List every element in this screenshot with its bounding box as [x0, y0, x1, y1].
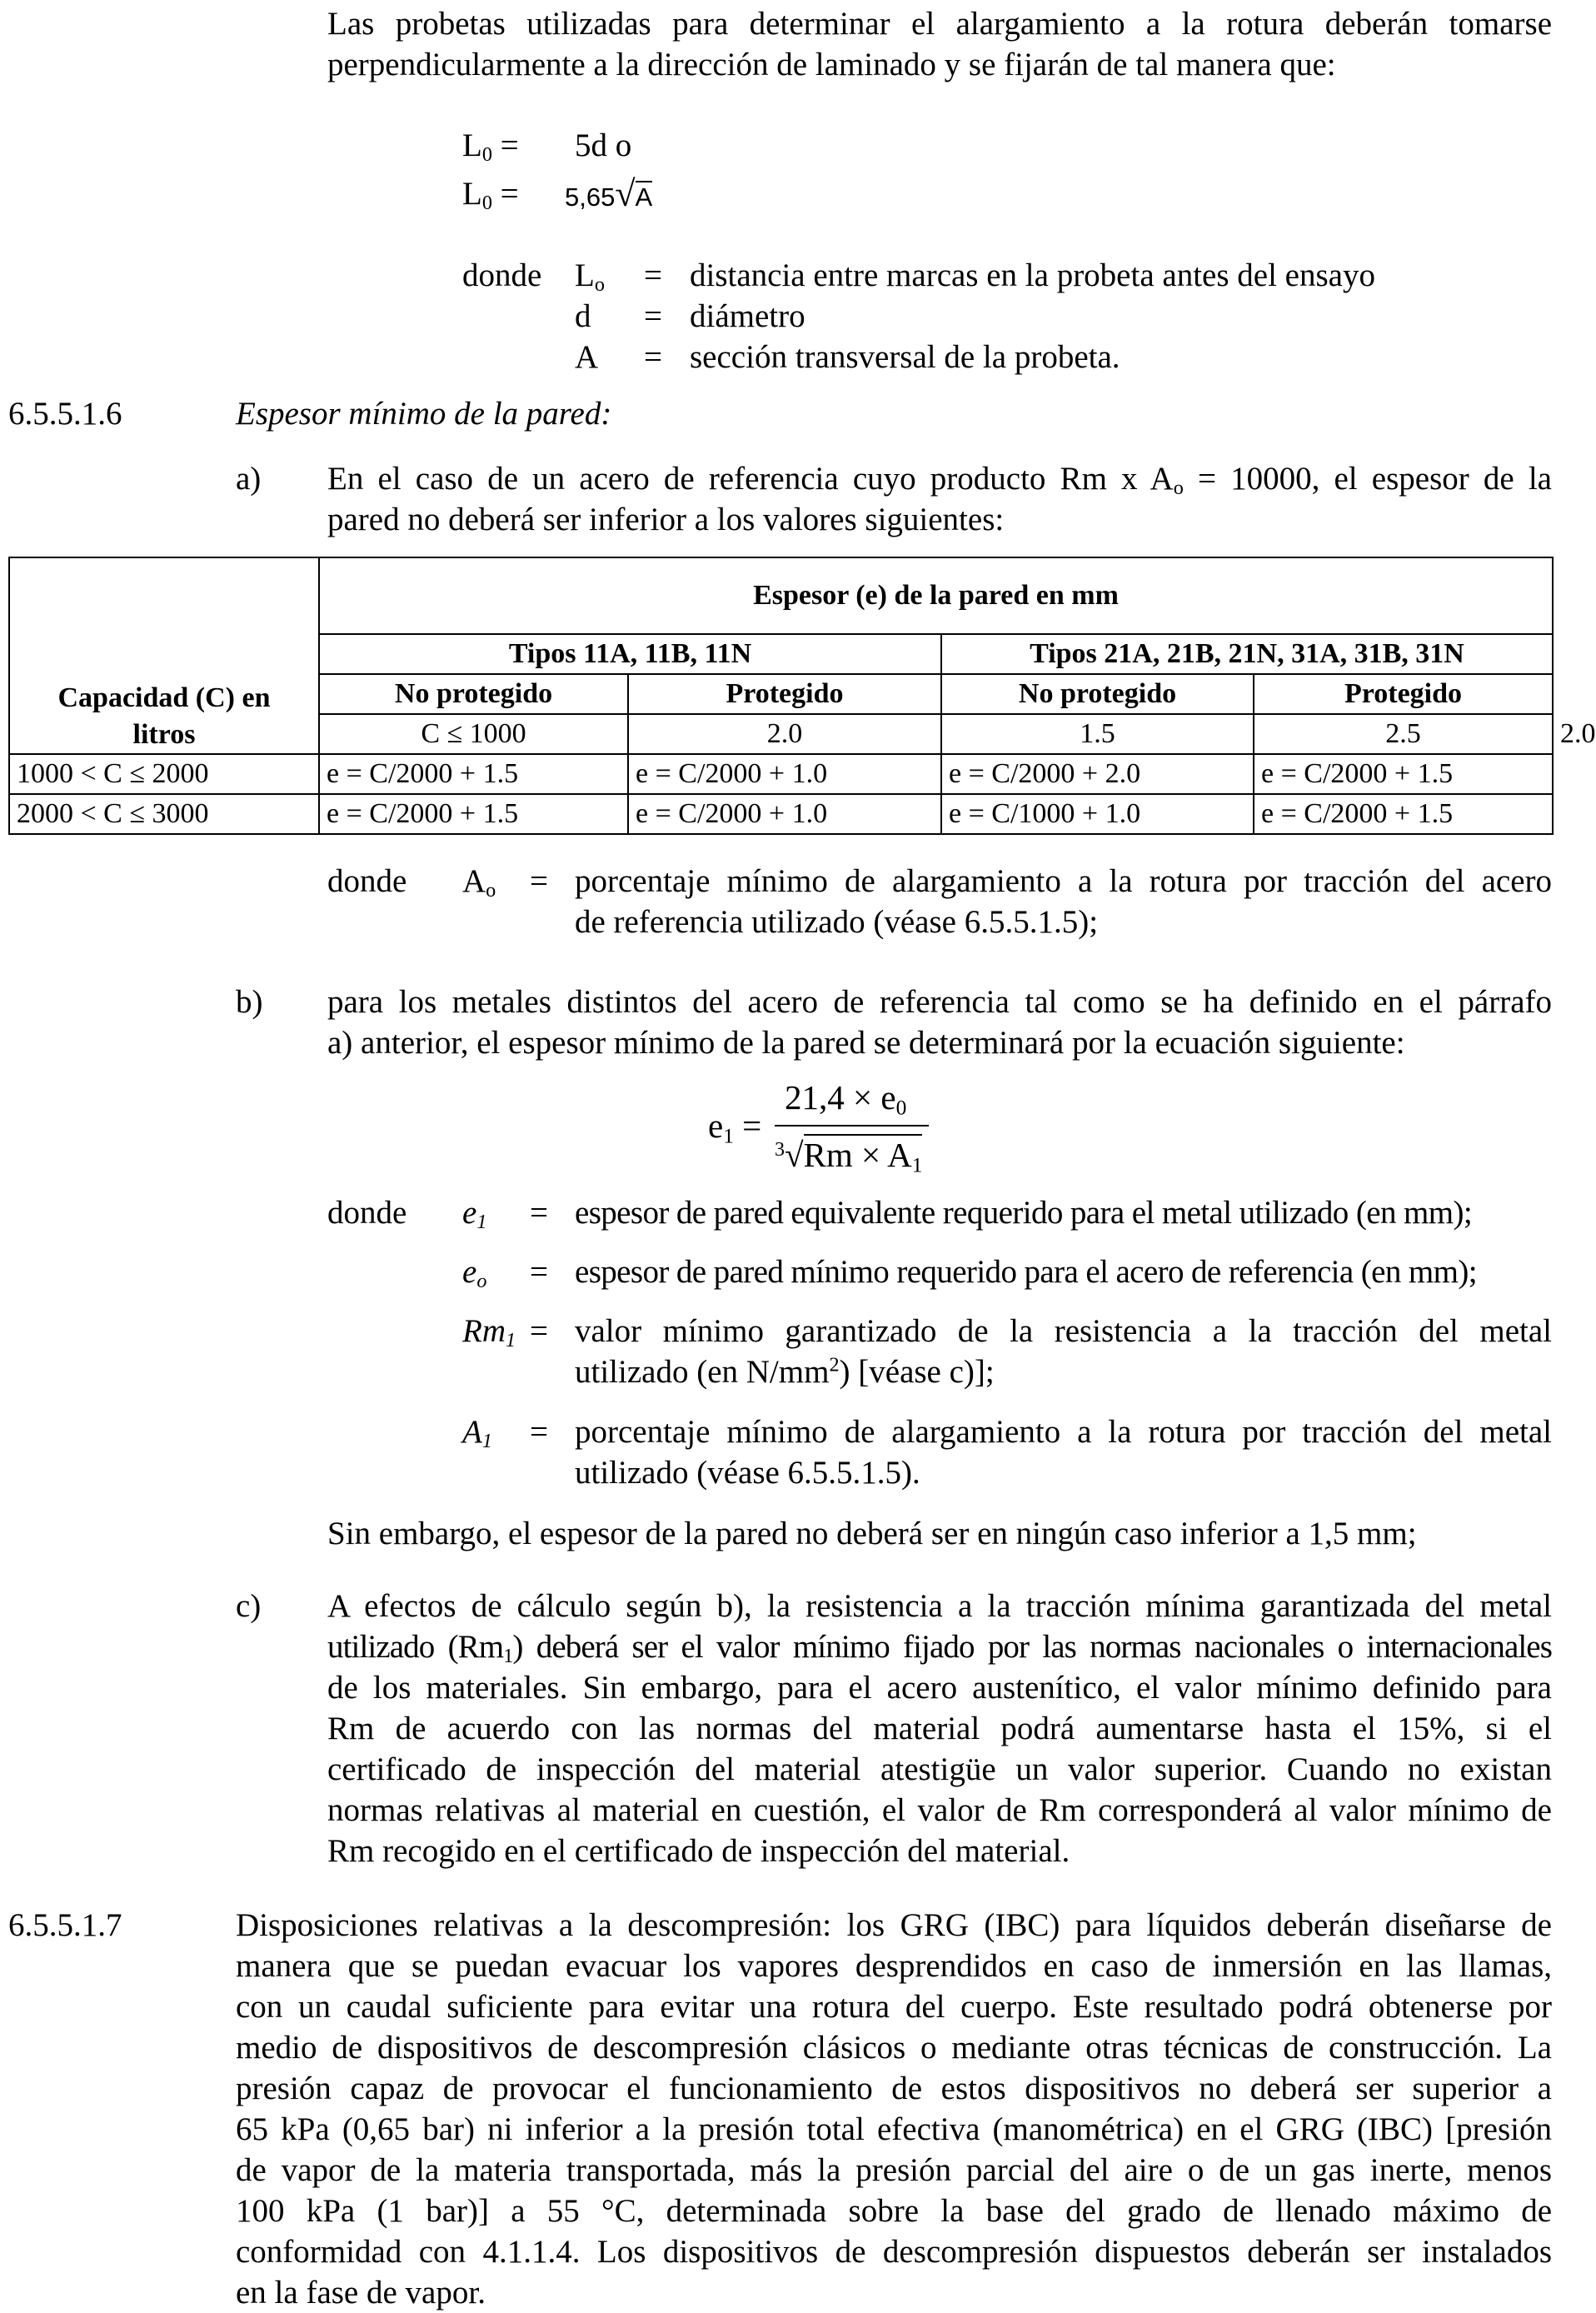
where3-sym-3: $A_1$	[462, 1414, 492, 1453]
sec617-line: de vapor de la materia transportada, más la presión parcial del aire o de un gas inerte, menos	[236, 2152, 1552, 2188]
table-row	[9, 794, 1553, 834]
sub-header: Protegido	[628, 674, 941, 714]
section-number-6-5-5-1-7: 6.5.5.1.7	[8, 1907, 122, 1943]
formula-e1-lhs: $e_1$ =	[708, 1107, 762, 1148]
table-cell: e = C/2000 + 1.5	[319, 754, 628, 794]
sec617-line: Disposiciones relativas a la descompresión: los GRG (IBC) para líquidos deberán diseñarse de	[236, 1907, 1552, 1943]
item-c-label: c)	[236, 1588, 262, 1624]
where3-eq-2: =	[530, 1313, 548, 1349]
sec617-line: presión capaz de provocar el funcionamiento de estos dispositivos no deberá ser superior a	[236, 2071, 1552, 2106]
formula-e1-denominator: $^3√Rm \times A_1$	[775, 1136, 923, 1177]
item-b-label: b)	[236, 984, 263, 1020]
section-title-6-5-5-1-6: Espesor mínimo de la pared:	[236, 396, 612, 432]
where3-eq-1: =	[530, 1254, 548, 1290]
item-c-line-2: utilizado $(Rm_1)$ deberá ser el valor mínimo fijado por las normas nacionales o internacionales	[327, 1629, 1552, 1668]
group-header-2: Tipos 21A, 21B, 21N, 31A, 31B, 31N	[941, 634, 1553, 674]
where3-eq-0: =	[530, 1195, 548, 1231]
where1-eq-1: =	[644, 298, 662, 334]
item-a-line-1: En el caso de un acero de referencia cuyo producto Rm x $A_o = 10000$, el espesor de la	[327, 461, 1552, 500]
wall-thickness-table	[8, 557, 1596, 835]
where1-eq-0: =	[644, 257, 662, 293]
fraction-bar	[775, 1125, 929, 1127]
table-row	[9, 754, 1553, 794]
where1-def-2: sección transversal de la probeta.	[690, 339, 1120, 375]
where2-eq: =	[530, 863, 548, 899]
item-a-line-2: pared no deberá ser inferior a los valores siguientes:	[327, 502, 1005, 537]
sqrt-icon: √	[615, 173, 636, 214]
table-cell: e = C/2000 + 2.0	[941, 754, 1254, 794]
sec617-line: 100 kPa (1 bar)] a 55 °C, determinada sobre la base del grado de llenado máximo de	[236, 2193, 1552, 2229]
where3-sym-0: $e_1$	[462, 1195, 487, 1234]
item-c-line-5: certificado de inspección del material atestigüe un valor superior. Cuando no existan	[327, 1751, 1552, 1787]
where1-sym-1: d	[575, 298, 591, 334]
where3-sym-2: $Rm_1$	[462, 1313, 516, 1352]
group-header-1: Tipos 11A, 11B, 11N	[319, 634, 941, 674]
formula-l0-line-2: $L_0$ =	[462, 176, 519, 215]
where-word-2: donde	[327, 863, 407, 899]
table-cell: e = C/2000 + 1.5	[1254, 754, 1553, 794]
sec617-line: con un caudal suficiente para evitar una rotura del cuerpo. Este resultado podrá obtenerse por	[236, 1989, 1552, 2025]
capacity-cell: 1000 < C ≤ 2000	[9, 754, 319, 794]
capacity-header: Capacidad (C) en litros	[9, 557, 319, 754]
where3-def-0: espesor de pared equivalente requerido para el metal utilizado (en mm);	[575, 1195, 1473, 1231]
where2-def-2: de referencia utilizado (véase 6.5.5.1.5);	[575, 904, 1099, 940]
where3-def-3-line-2: utilizado (véase 6.5.5.1.5).	[575, 1455, 920, 1491]
where-word-1: donde	[462, 257, 542, 293]
table-cell: e = C/2000 + 1.0	[628, 794, 941, 834]
sec617-line: medio de dispositivos de descompresión clásicos o mediante otras técnicas de construcción. La	[236, 2030, 1552, 2066]
sec617-line: 65 kPa (0,65 bar) ni inferior a la presión total efectiva (manométrica) en el GRG (IBC) [presión	[236, 2111, 1552, 2147]
formula-l0-line-1: $L_0$ =	[462, 127, 519, 167]
formula-l0-sqrt	[565, 173, 652, 217]
item-b-line-1: para los metales distintos del acero de referencia tal como se ha definido en el párrafo	[327, 984, 1552, 1020]
where1-def-1: diámetro	[690, 298, 805, 334]
where3-def-1: espesor de pared mínimo requerido para el acero de referencia (en mm);	[575, 1254, 1478, 1290]
coefficient: 5,65	[565, 182, 616, 212]
sec617-line: manera que se puedan evacuar los vapores desprendidos en caso de inmersión en las llamas,	[236, 1948, 1552, 1984]
item-c-line-4: Rm de acuerdo con las normas del material podrá aumentarse hasta el 15%, si el	[327, 1711, 1552, 1746]
where1-def-0: distancia entre marcas en la probeta antes del ensayo	[690, 257, 1375, 293]
where-word-3: donde	[327, 1195, 407, 1231]
thickness-header: Espesor (e) de la pared en mm	[319, 557, 1553, 634]
intro-line-1: Las probetas utilizadas para determinar el alargamiento a la rotura deberán tomarse	[327, 6, 1552, 42]
table-cell: e = C/2000 + 1.0	[628, 754, 941, 794]
where1-sym-0: $L_o$	[575, 257, 605, 297]
formula-l0-value-1: 5d o	[575, 127, 632, 163]
where3-eq-3: =	[530, 1414, 548, 1450]
where1-eq-2: =	[644, 339, 662, 375]
minimum-thickness-note: Sin embargo, el espesor de la pared no deberá ser en ningún caso inferior a 1,5 mm;	[327, 1516, 1417, 1551]
formula-e1-numerator: $21,4 \times e_0$	[785, 1078, 907, 1120]
table-cell: 2.5	[1254, 714, 1553, 754]
where3-sym-1: $e_o$	[462, 1254, 487, 1293]
where1-sym-2: A	[575, 339, 599, 375]
table-row: C ≤ 1000 2.0 1.5 2.5 2.0	[9, 714, 1553, 754]
where3-def-2-line-1: valor mínimo garantizado de la resistencia a la tracción del metal	[575, 1313, 1552, 1349]
capacity-cell: 2000 < C ≤ 3000	[9, 794, 319, 834]
sec617-line: en la fase de vapor.	[236, 2275, 486, 2311]
where2-def-1: porcentaje mínimo de alargamiento a la rotura por tracción del acero	[575, 863, 1552, 899]
table-cell: e = C/1000 + 1.0	[941, 794, 1254, 834]
capacity-cell: C ≤ 1000	[319, 714, 628, 754]
sub-header: No protegido	[319, 674, 628, 714]
where2-sym: $A_o$	[462, 863, 496, 902]
intro-line-2: perpendicularmente a la dirección de laminado y se fijarán de tal manera que:	[327, 47, 1336, 82]
item-c-line-1: A efectos de cálculo según b), la resistencia a la tracción mínima garantizada del metal	[327, 1588, 1552, 1624]
where3-def-2-line-2: utilizado (en $N/mm^2$) [véase c)];	[575, 1353, 995, 1390]
item-a-label: a)	[236, 461, 262, 497]
table-cell: e = C/2000 + 1.5	[1254, 794, 1553, 834]
cube-root-icon: √	[785, 1136, 804, 1174]
where3-def-3-line-1: porcentaje mínimo de alargamiento a la rotura por tracción del metal	[575, 1414, 1552, 1450]
item-b-line-2: a) anterior, el espesor mínimo de la pared se determinará por la ecuación siguiente:	[327, 1025, 1405, 1061]
section-number-6-5-5-1-6: 6.5.5.1.6	[8, 396, 122, 432]
sub-header: Protegido	[1254, 674, 1553, 714]
table-cell: 2.0	[628, 714, 941, 754]
sec617-line: conformidad con 4.1.1.4. Los dispositivos de descompresión dispuestos deberán ser instalados	[236, 2234, 1552, 2270]
item-c-line-6: normas relativas al material en cuestión, el valor de Rm corresponderá al valor mínimo de	[327, 1792, 1552, 1828]
radicand: A	[635, 182, 653, 212]
item-c-line-7: Rm recogido en el certificado de inspección del material.	[327, 1833, 1070, 1869]
table-cell: e = C/2000 + 1.5	[319, 794, 628, 834]
item-c-line-3: de los materiales. Sin embargo, para el acero austenítico, el valor mínimo definido para	[327, 1670, 1552, 1706]
sub-header: No protegido	[941, 674, 1254, 714]
table-cell: 1.5	[941, 714, 1254, 754]
